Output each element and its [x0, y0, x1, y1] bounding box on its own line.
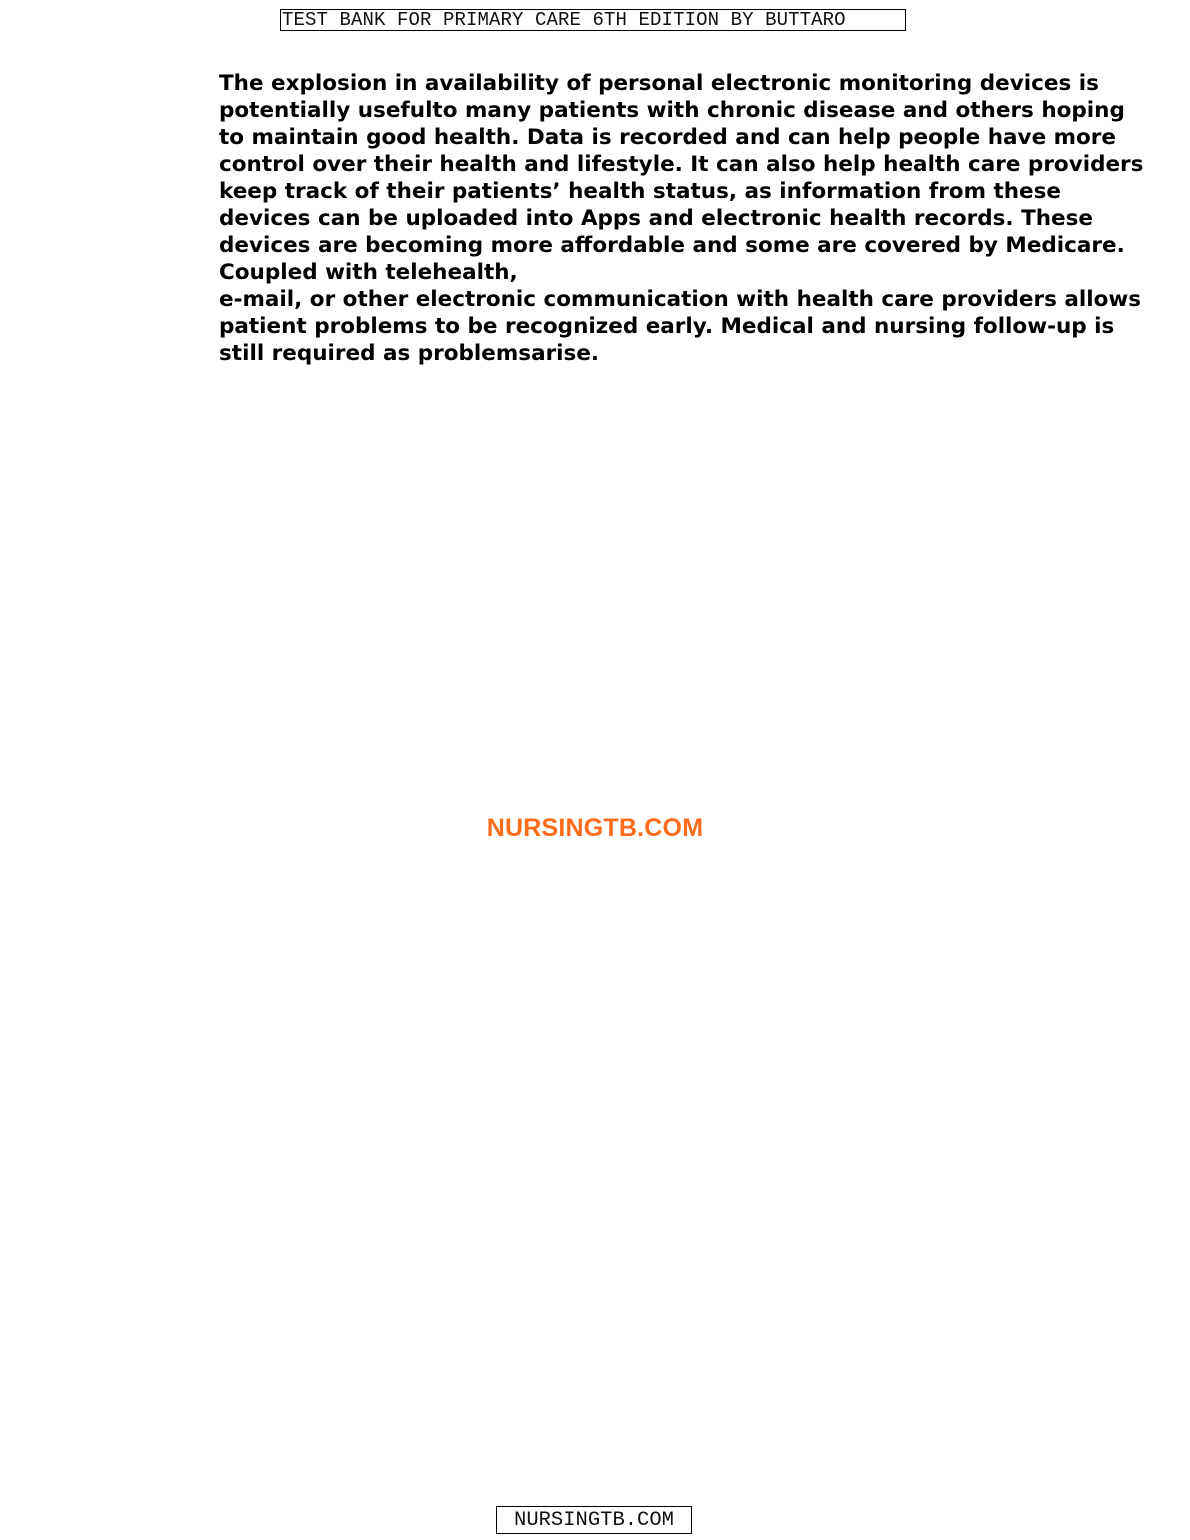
header-title: TEST BANK FOR PRIMARY CARE 6TH EDITION BY BUTTARO	[282, 9, 846, 31]
document-footer	[496, 1506, 692, 1534]
paragraph-line: to maintain good health. Data is recorded and can help people have more	[219, 125, 1116, 150]
paragraph-line: devices are becoming more affordable and some are covered by Medicare.	[219, 233, 1125, 258]
paragraph-line: patient problems to be recognized early. Medical and nursing follow-up is	[219, 314, 1115, 339]
paragraph-line: e-mail, or other electronic communication with health care providers allows	[219, 287, 1142, 312]
footer-text: NURSINGTB.COM	[514, 1509, 674, 1532]
paragraph-line: devices can be uploaded into Apps and electronic health records. These	[219, 206, 1094, 231]
body-paragraph	[219, 70, 1144, 367]
paragraph-line: The explosion in availability of personal electronic monitoring devices is	[219, 71, 1099, 96]
watermark-text: NURSINGTB.COM	[486, 814, 704, 842]
paragraph-line: Coupled with telehealth,	[219, 260, 518, 285]
paragraph-line: control over their health and lifestyle. It can also help health care providers	[219, 152, 1144, 177]
paragraph-line: still required as problemsarise.	[219, 341, 600, 366]
document-header	[280, 9, 906, 31]
paragraph-line: keep track of their patients’ health status, as information from these	[219, 179, 1061, 204]
paragraph-line: potentially usefulto many patients with chronic disease and others hoping	[219, 98, 1125, 123]
